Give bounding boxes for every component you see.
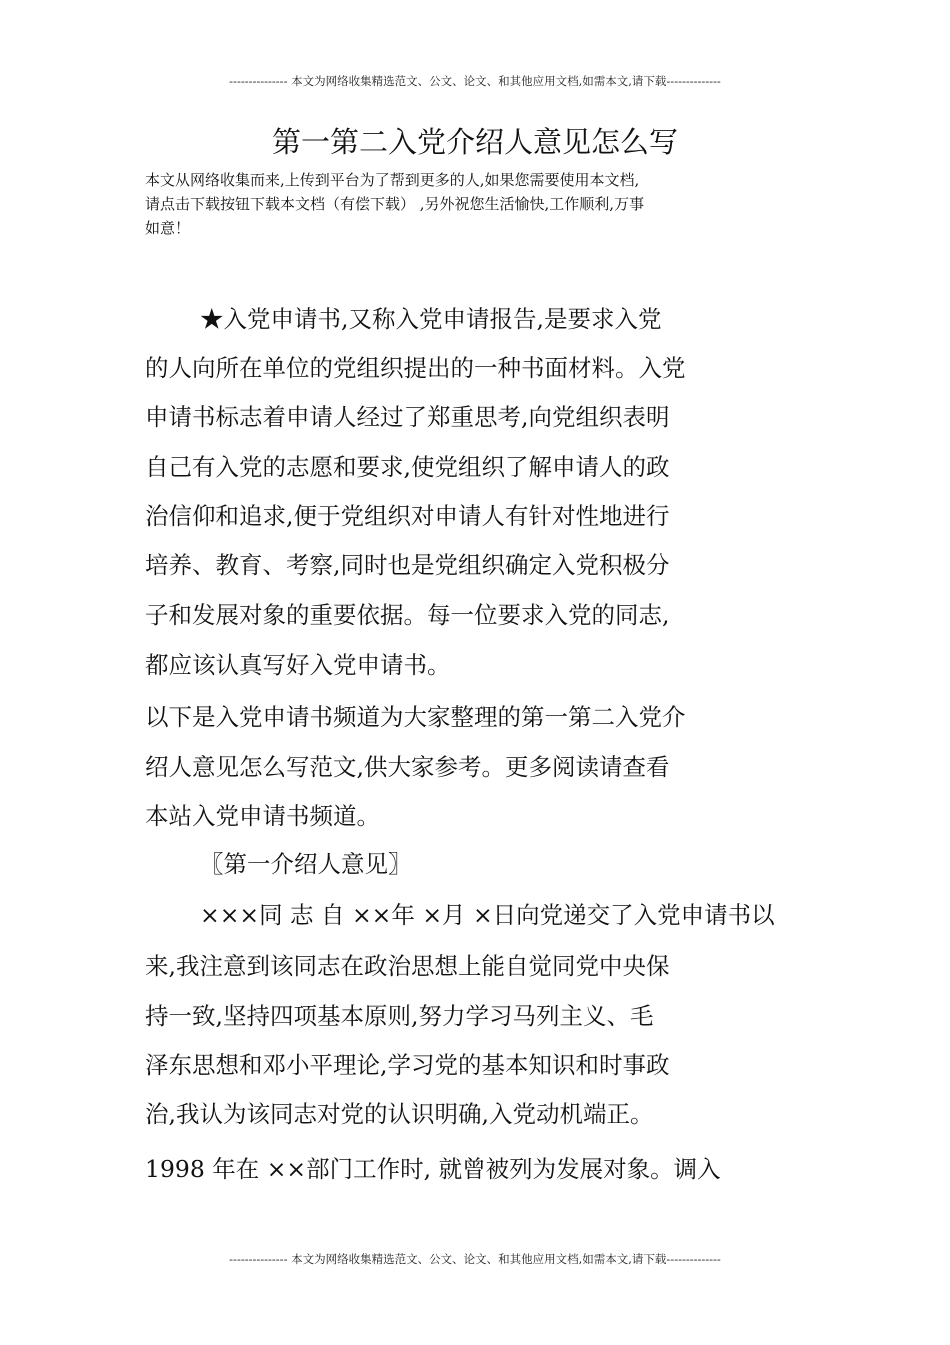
intro-line-1: 本文从网络收集而来,上传到平台为了帮到更多的人,如果您需要使用本文档, <box>145 171 640 189</box>
document-title: 第一第二入党介绍人意见怎么写 <box>271 125 678 159</box>
page-footer: --------------- 本文为网络收集精选范文、公文、论文、和其他应用文档,如需本文,请下载-------------- <box>229 1252 721 1266</box>
body-line-4: 自己有入党的志愿和要求,使党组织了解申请人的政 <box>145 453 670 481</box>
body-line-2: 的人向所在单位的党组织提出的一种书面材料。入党 <box>145 354 686 382</box>
body-line-8: 都应该认真写好入党申请书。 <box>145 651 451 679</box>
body-line-5: 治信仰和追求,便于党组织对申请人有针对性地进行 <box>145 502 670 530</box>
body-line-9: 以下是入党申请书频道为大家整理的第一第二入党介 <box>145 703 686 731</box>
body-line-7: 子和发展对象的重要依据。每一位要求入党的同志, <box>145 601 670 629</box>
body-line-13: ×××同 志 自 ××年 ×月 ×日向党递交了入党申请书以 <box>200 901 775 929</box>
body-line-6: 培养、教育、考察,同时也是党组织确定入党积极分 <box>145 551 670 579</box>
body-line-17: 治,我认为该同志对党的认识明确,入党动机端正。 <box>145 1100 654 1128</box>
body-line-16: 泽东思想和邓小平理论,学习党的基本知识和时事政 <box>145 1051 670 1079</box>
body-line-3: 申请书标志着申请人经过了郑重思考,向党组织表明 <box>145 403 670 431</box>
section-heading: 〖第一介绍人意见〗 <box>200 850 412 878</box>
body-line-11: 本站入党申请书频道。 <box>145 802 380 830</box>
intro-line-2: 请点击下载按钮下载本文档（有偿下载） ,另外祝您生活愉快,工作顺利,万事 <box>145 195 645 213</box>
body-line-15: 持一致,坚持四项基本原则,努力学习马列主义、毛 <box>145 1002 654 1030</box>
body-line-1: ★入党申请书,又称入党申请报告,是要求入党 <box>200 305 662 333</box>
body-line-10: 绍人意见怎么写范文,供大家参考。更多阅读请查看 <box>145 753 670 781</box>
body-line-14: 来,我注意到该同志在政治思想上能自觉同党中央保 <box>145 952 670 980</box>
body-line-18: 1998 年在 ××部门工作时, 就曾被列为发展对象。调入 <box>145 1155 721 1183</box>
intro-line-3: 如意！ <box>145 219 191 237</box>
page-header: --------------- 本文为网络收集精选范文、公文、论文、和其他应用文档,如需本文,请下载-------------- <box>229 74 721 88</box>
